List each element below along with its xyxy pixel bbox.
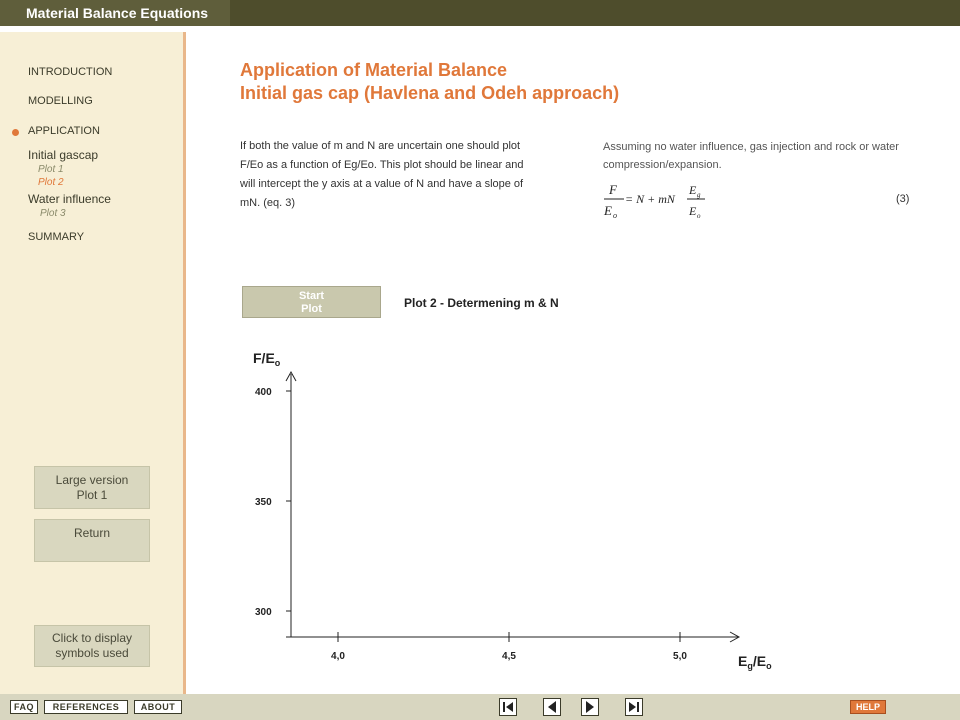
equation-number: (3) (896, 193, 910, 205)
return-label: Return (73, 526, 111, 540)
eq-denominator-e: E (604, 203, 612, 218)
first-page-button[interactable] (499, 698, 517, 716)
previous-page-button[interactable] (543, 698, 561, 716)
plot-area (240, 340, 800, 680)
x-axis-label-mid: /E (752, 653, 767, 669)
start-plot-label-1: Start (298, 290, 325, 302)
return-button[interactable] (34, 519, 150, 562)
eq-denominator-eo: E (689, 204, 697, 218)
y-tick-label: 300 (255, 607, 272, 618)
y-axis-label-sub: o (274, 358, 281, 368)
first-page-icon (500, 699, 516, 715)
start-plot-button[interactable] (242, 286, 381, 318)
nav-plot-3[interactable]: Plot 3 (40, 208, 66, 219)
x-tick-label: 4,5 (502, 651, 516, 662)
eq-denominator-sub: o (613, 211, 617, 220)
y-axis-label-main: F/E (253, 350, 275, 366)
display-symbols-label-2: symbols used (55, 646, 129, 660)
assumption-paragraph: Assuming no water influence, gas injection and rock or water compression/expansion. (603, 141, 899, 171)
eq-denominator-o-sub: o (697, 212, 701, 220)
y-axis-label (253, 350, 281, 368)
x-axis-label-main: E (738, 653, 748, 669)
bottom-toolbar (0, 694, 960, 720)
start-plot-label-2: Plot (301, 303, 322, 315)
eq-numerator-g-sub: g (697, 191, 701, 199)
explanation-paragraph: If both the value of m and N are uncertain one should plot F/Eo as a function of Eg/Eo. This plot should be linear and will intercept the y axis at a value of N and have a slope of mN. (eq. 3) (240, 140, 524, 209)
nav-water-influence[interactable]: Water influence (28, 192, 111, 206)
nav-plot-2[interactable]: Plot 2 (38, 177, 64, 188)
sidebar (0, 32, 186, 694)
y-tick-label: 350 (255, 497, 272, 508)
help-button[interactable]: HELP (850, 700, 886, 714)
eq-numerator-eg: E (689, 183, 697, 197)
large-version-label-2: Plot 1 (76, 488, 108, 502)
eq-numerator-f: F (609, 182, 617, 197)
nav-plot-1[interactable]: Plot 1 (38, 164, 64, 175)
next-page-button[interactable] (581, 698, 599, 716)
x-tick-label: 5,0 (673, 651, 687, 662)
material-balance-equation (602, 180, 712, 226)
page-heading-line-2: Initial gas cap (Havlena and Odeh approach) (240, 83, 620, 103)
x-tick-label: 4,0 (331, 651, 345, 662)
nav-introduction[interactable]: INTRODUCTION (28, 66, 113, 78)
eq-rhs: = N + mN (625, 192, 675, 206)
display-symbols-button[interactable] (34, 625, 150, 667)
y-tick-label: 400 (255, 387, 272, 398)
chart-ticks (255, 387, 687, 662)
about-button[interactable]: ABOUT (134, 700, 182, 714)
next-page-icon (582, 699, 598, 715)
large-version-label-1: Large version (55, 473, 129, 487)
plot-title: Plot 2 - Determening m & N (404, 296, 559, 310)
current-section-bullet-icon (12, 129, 19, 136)
page-heading-line-1: Application of Material Balance (240, 60, 508, 80)
nav-initial-gascap[interactable]: Initial gascap (28, 148, 99, 162)
large-version-button[interactable] (34, 466, 150, 509)
chart-axes (286, 372, 739, 642)
last-page-icon (626, 699, 642, 715)
nav-summary[interactable]: SUMMARY (28, 231, 85, 243)
previous-page-icon (544, 699, 560, 715)
x-axis-label-sub-2: o (766, 661, 772, 671)
title-bar (0, 0, 960, 26)
display-symbols-label-1: Click to display (51, 631, 133, 645)
x-axis-label (738, 653, 772, 671)
references-button[interactable]: REFERENCES (44, 700, 128, 714)
x-axis-label-sub-1: g (747, 661, 753, 671)
nav-modelling[interactable]: MODELLING (28, 95, 93, 107)
last-page-button[interactable] (625, 698, 643, 716)
nav-application[interactable]: APPLICATION (28, 125, 100, 137)
faq-button[interactable]: FAQ (10, 700, 38, 714)
app-title: Material Balance Equations (26, 5, 209, 21)
